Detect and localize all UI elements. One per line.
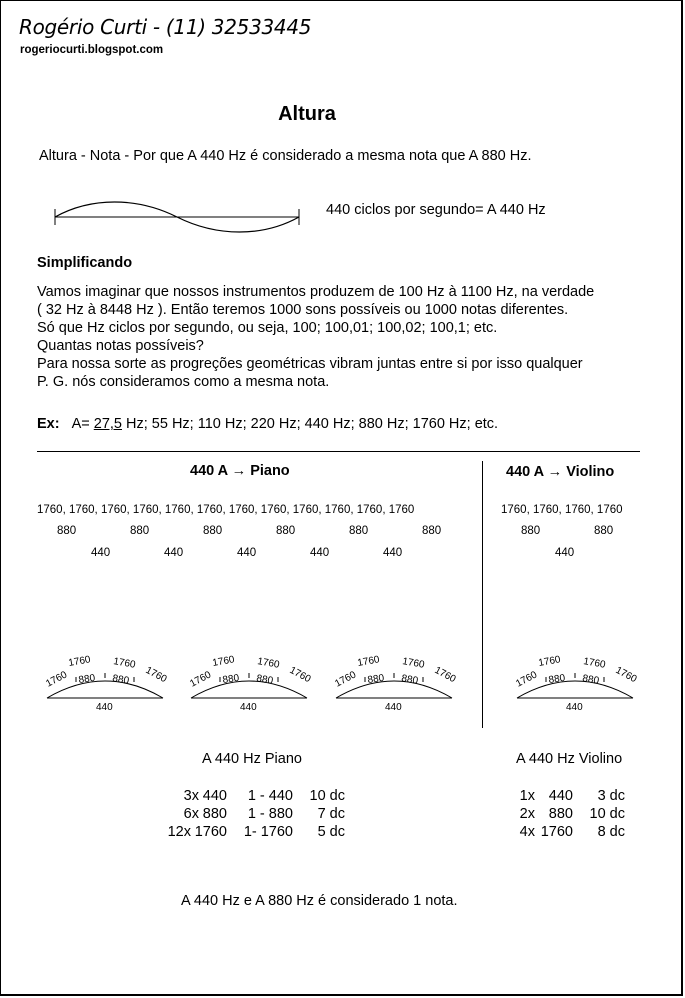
arc-curve xyxy=(336,681,452,698)
piano-heading-instrument: Piano xyxy=(250,463,290,479)
arc-label-middle: 880 xyxy=(400,673,419,687)
harmonic-arc-diagrams xyxy=(1,641,684,721)
table-row: 6x 880 1 - 880 7 dc xyxy=(183,806,345,822)
piano-row-440-item: 440 xyxy=(91,547,111,559)
violino-row-880-item: 880 xyxy=(594,525,614,537)
author-blog-url: rogeriocurti.blogspot.com xyxy=(20,44,164,56)
arrow-right-icon: → xyxy=(547,464,563,480)
sine-wave-diagram xyxy=(51,197,303,241)
conclusion: A 440 Hz e A 880 Hz é considerado 1 nota. xyxy=(181,893,458,909)
arc-label-middle: 880 xyxy=(547,672,566,686)
arc-label-outer: 1760 xyxy=(432,664,458,686)
piano-row-440-item: 440 xyxy=(237,547,257,559)
arc-label-outer: 1760 xyxy=(44,669,70,690)
arc-label-outer: 1760 xyxy=(356,654,381,669)
arc-label-middle: 880 xyxy=(77,672,96,686)
paragraph-line: P. G. nós consideramos como a mesma nota. xyxy=(37,374,330,390)
horizontal-divider xyxy=(37,451,640,452)
violino-heading-note: 440 A xyxy=(506,464,544,480)
arc-label-middle: 880 xyxy=(221,672,240,686)
piano-caption: A 440 Hz Piano xyxy=(202,751,302,767)
page-title: Altura xyxy=(278,103,336,125)
paragraph-line: Vamos imaginar que nossos instrumentos produzem de 100 Hz à 1100 Hz, na verdade xyxy=(37,284,595,300)
paragraph xyxy=(37,283,594,391)
example-underlined-value: 27,5 xyxy=(93,416,122,432)
arc-label-outer: 1760 xyxy=(256,656,281,671)
arc-label-outer: 1760 xyxy=(537,654,562,669)
piano-row-880-item: 880 xyxy=(349,525,369,537)
piano-row-880-item: 880 xyxy=(276,525,296,537)
violino-heading-instrument: Violino xyxy=(566,464,615,480)
table-row: 1x 440 3 dc xyxy=(519,788,625,804)
piano-row-440-item: 440 xyxy=(164,547,184,559)
table-row: 4x 1760 8 dc xyxy=(519,824,625,840)
piano-row-880-item: 880 xyxy=(57,525,77,537)
arc-label-outer: 1760 xyxy=(67,654,92,669)
example-rest: Hz; 55 Hz; 110 Hz; 220 Hz; 440 Hz; 880 Hz; 1760 Hz; etc. xyxy=(121,416,499,432)
example-label: Ex: xyxy=(37,416,60,432)
example-prefix: A= xyxy=(71,416,94,432)
arc-curve xyxy=(47,681,163,698)
table-row: 3x 440 1 - 440 10 dc xyxy=(183,788,345,804)
example-line xyxy=(37,416,498,432)
paragraph-line: Quantas notas possíveis? xyxy=(37,338,204,354)
paragraph-line: ( 32 Hz à 8448 Hz ). Então teremos 1000 sons possíveis ou 1000 notas diferentes. xyxy=(37,302,569,318)
violino-row-440-item: 440 xyxy=(555,547,575,559)
arrow-right-icon: → xyxy=(231,463,247,479)
arc-label-outer: 1760 xyxy=(582,656,607,671)
violino-row-880-item: 880 xyxy=(521,525,541,537)
piano-row-880-item: 880 xyxy=(130,525,150,537)
arc-label-outer: 1760 xyxy=(613,664,639,686)
arc-label-outer: 1760 xyxy=(514,669,540,690)
piano-row-440-item: 440 xyxy=(383,547,403,559)
arc-label-base: 440 xyxy=(385,702,402,713)
arc-label-outer: 1760 xyxy=(112,656,137,671)
table-row: 2x 880 10 dc xyxy=(519,806,625,822)
piano-table xyxy=(151,787,345,841)
arc-curve xyxy=(191,681,307,698)
paragraph-line: Só que Hz ciclos por segundo, ou seja, 100; 100,01; 100,02; 100,1; etc. xyxy=(37,320,498,336)
arc-label-middle: 880 xyxy=(581,673,600,687)
arc-label-base: 440 xyxy=(566,702,583,713)
section-heading: Simplificando xyxy=(37,255,133,271)
violino-heading xyxy=(506,464,614,480)
paragraph-line: Para nossa sorte as progreções geométricas vibram juntas entre si por isso qualquer xyxy=(37,356,583,372)
violino-row-1760: 1760, 1760, 1760, 1760 xyxy=(501,504,623,516)
violino-caption: A 440 Hz Violino xyxy=(516,751,623,767)
author-name-phone: Rogério Curti - (11) 32533445 xyxy=(19,15,312,39)
arc-label-middle: 880 xyxy=(366,672,385,686)
violino-table xyxy=(511,787,625,841)
arc-label-outer: 1760 xyxy=(143,664,169,686)
piano-row-880-item: 880 xyxy=(203,525,223,537)
arc-label-outer: 1760 xyxy=(401,656,426,671)
piano-row-880-item: 880 xyxy=(422,525,442,537)
arc-label-outer: 1760 xyxy=(287,664,313,686)
arc-label-outer: 1760 xyxy=(333,669,359,690)
arc-label-outer: 1760 xyxy=(188,669,214,690)
arc-label-outer: 1760 xyxy=(211,654,236,669)
wave-caption: 440 ciclos por segundo= A 440 Hz xyxy=(326,202,546,218)
arc-label-base: 440 xyxy=(96,702,113,713)
arc-curve xyxy=(517,681,633,698)
arc-label-middle: 880 xyxy=(111,673,130,687)
piano-row-1760: 1760, 1760, 1760, 1760, 1760, 1760, 1760, 1760, 1760, 1760, 1760, 1760 xyxy=(37,504,415,516)
piano-heading-note: 440 A xyxy=(190,463,228,479)
piano-row-440-item: 440 xyxy=(310,547,330,559)
arc-label-base: 440 xyxy=(240,702,257,713)
subtitle: Altura - Nota - Por que A 440 Hz é considerado a mesma nota que A 880 Hz. xyxy=(39,148,532,164)
arc-label-middle: 880 xyxy=(255,673,274,687)
table-row: 12x 1760 1- 1760 5 dc xyxy=(167,824,345,840)
piano-heading xyxy=(190,463,290,479)
